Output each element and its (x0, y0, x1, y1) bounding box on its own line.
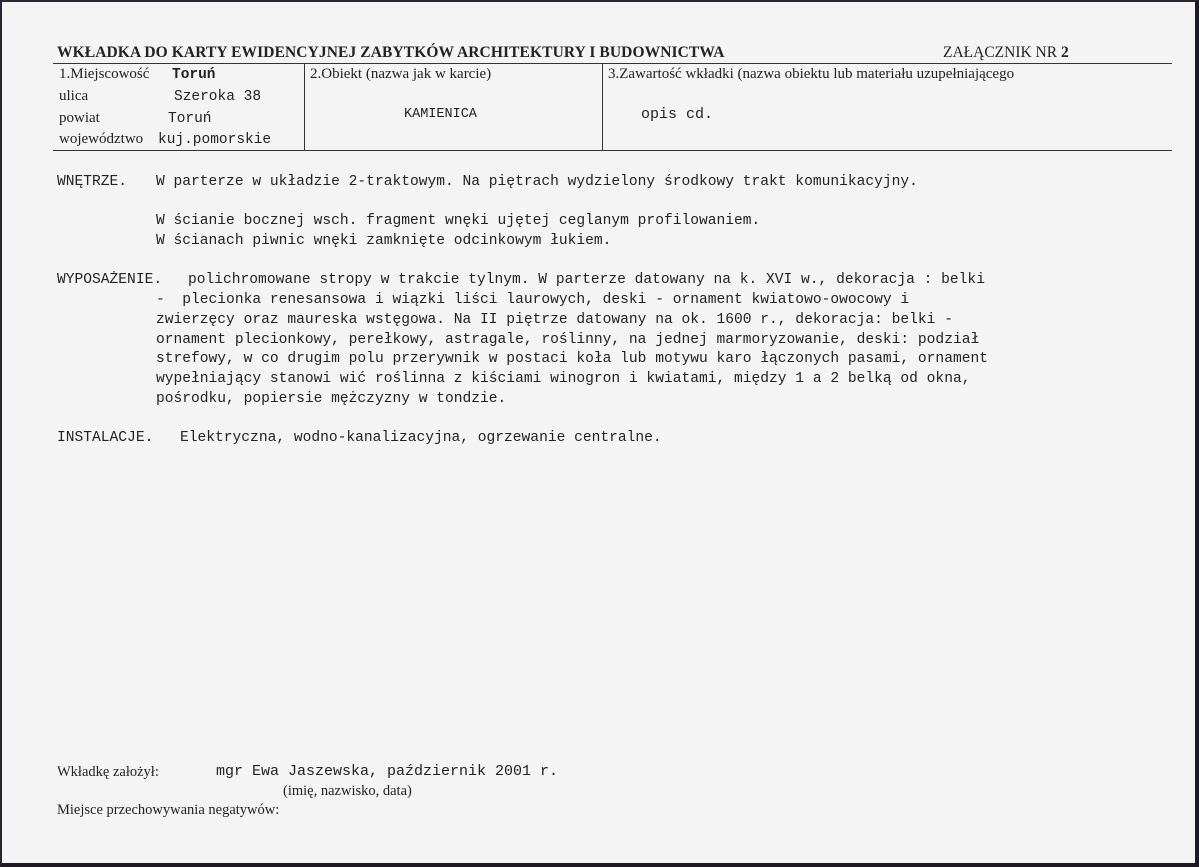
field-label-powiat: powiat (59, 110, 100, 126)
field-label-ulica: ulica (59, 88, 89, 104)
author-value: mgr Ewa Jaszewska, październik 2001 r. (216, 763, 559, 780)
insert-contents-label: 3.Zawartość wkładki (nazwa obiektu lub materiału uzupełniającego (608, 66, 1015, 82)
section-wnetrze-line-1: W parterze w układzie 2-traktowym. Na piętrach wydzielony środkowy trakt komunikacyjny. (156, 174, 918, 190)
column-divider-1 (304, 64, 305, 150)
field-label-miejscowosc: 1.Miejscowość (59, 66, 150, 82)
field-label-wojewodztwo: województwo (59, 131, 144, 147)
annex-label (943, 44, 1069, 62)
object-label: 2.Obiekt (nazwa jak w karcie) (310, 66, 492, 82)
insert-contents-value: opis cd. (641, 106, 714, 123)
section-wyposazenie-line-3: zwierzęcy oraz maureska wstęgowa. Na II piętrze datowany na ok. 1600 r., dekoracja: belki - (156, 312, 953, 328)
object-value: KAMIENICA (404, 107, 477, 122)
section-wyposazenie-line-4: ornament plecionkowy, perełkowy, astragale, roślinny, na jednej marmoryzowanie, deski: podział (156, 332, 980, 348)
column-divider-2 (602, 64, 603, 150)
author-hint: (imię, nazwisko, data) (283, 783, 412, 799)
section-wnetrze-line-4: W ścianach piwnic wnęki zamknięte odcinkowym łukiem. (156, 233, 612, 249)
author-label: Wkładkę założył: (57, 764, 159, 780)
section-wyposazenie-line-6: wypełniający stanowi wić roślinna z kiściami winogron i kwiatami, między 1 a 2 belką od okna, (156, 371, 971, 387)
section-wyposazenie-first-line: polichromowane stropy w trakcie tylnym. W parterze datowany na k. XVI w., dekoracja : belki (188, 272, 985, 288)
annex-number: 2 (1060, 44, 1069, 61)
section-wyposazenie-line-7: pośrodku, popiersie mężczyzny w tondzie. (156, 391, 507, 407)
section-wyposazenie-line-5: strefowy, w co drugim polu przerywnik w postaci koła lub motywu karo łączonych pasami, ornament (156, 351, 988, 367)
table-bottom-rule (53, 150, 1172, 151)
section-instalacje-heading: INSTALACJE. (57, 430, 154, 446)
section-wyposazenie-line-2: - plecionka renesansowa i wiązki liści laurowych, deski - ornament kwiatowo-owocowy i (156, 292, 910, 308)
field-value-miejscowosc: Toruń (172, 67, 216, 83)
negatives-location-label: Miejsce przechowywania negatywów: (57, 802, 280, 818)
document-title: WKŁADKA DO KARTY EWIDENCYJNEJ ZABYTKÓW ARCHITEKTURY I BUDOWNICTWA (57, 44, 725, 61)
annex-label-text: ZAŁĄCZNIK NR (943, 44, 1058, 61)
field-value-wojewodztwo: kuj.pomorskie (158, 132, 272, 148)
section-wnetrze-line-3: W ścianie bocznej wsch. fragment wnęki ujętej ceglanym profilowaniem. (156, 213, 761, 229)
section-wnetrze-heading: WNĘTRZE. (57, 174, 128, 190)
section-instalacje-text: Elektryczna, wodno-kanalizacyjna, ogrzewanie centralne. (180, 430, 662, 446)
field-value-powiat: Toruń (168, 111, 212, 127)
table-top-rule (53, 63, 1172, 64)
section-wyposazenie-heading: WYPOSAŻENIE. (57, 272, 163, 288)
field-value-ulica: Szeroka 38 (174, 89, 262, 105)
